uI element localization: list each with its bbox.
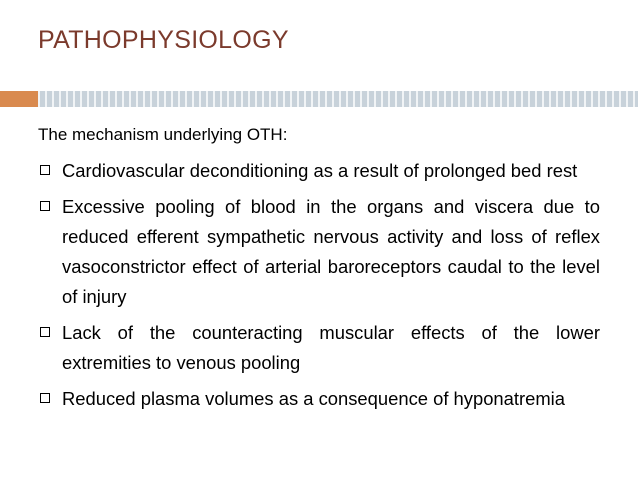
bullet-item [38,384,600,414]
checkbox-bullet-icon [40,393,50,403]
checkbox-bullet-icon [40,165,50,175]
checkbox-bullet-icon [40,201,50,211]
intro-text: The mechanism underlying OTH: [38,125,288,144]
bullet-text: Excessive pooling of blood in the organs and viscera due to reduced efferent sympathetic nervous activity and loss of reflex vasoconstrictor effect of arterial baroreceptors caudal to the level of injury [62,196,600,307]
bullet-item [38,192,600,312]
title-band-stripes [38,91,638,107]
bullet-list [38,156,600,420]
title-band-accent [0,91,38,107]
bullet-item [38,156,600,186]
bullet-item [38,318,600,378]
bullet-text: Cardiovascular deconditioning as a result of prolonged bed rest [62,160,578,181]
checkbox-bullet-icon [40,327,50,337]
slide-title: PATHOPHYSIOLOGY [38,26,289,54]
bullet-text: Reduced plasma volumes as a consequence of hyponatremia [62,388,565,409]
bullet-text: Lack of the counteracting muscular effects of the lower extremities to venous pooling [62,322,600,373]
